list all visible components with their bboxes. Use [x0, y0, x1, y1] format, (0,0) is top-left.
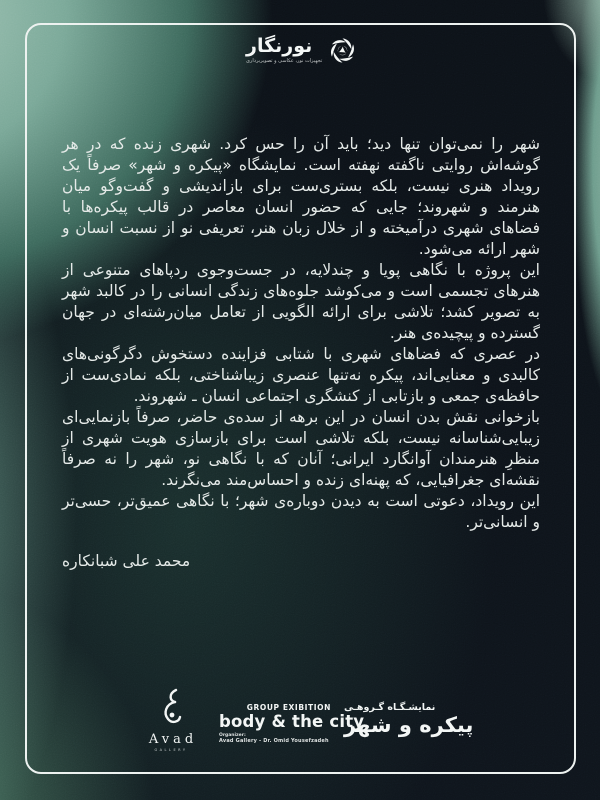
avad-subtitle: GALLERY [154, 748, 188, 752]
avad-name: Avad [148, 732, 198, 747]
organizer-label: Organizer: [219, 733, 246, 738]
brand-name: نورنگار [246, 35, 313, 57]
statement-paragraph-5: این رویداد، دعوتی است به دیدن دوباره‌ی شهر؛ با نگاهی عمیق‌تر، حسی‌تر و انسانی‌تر. [62, 492, 540, 531]
statement-paragraph-3: در عصری که فضاهای شهری با شتابی فزاینده دستخوش دگرگونی‌های کالبدی و معنایی‌اند، پیکره نه‌تنها عنصری زیباشناختی، بلکه نمادی‌ست از حافظه‌ی جمعی و بازتابی از کنشگری اجتماعی انسان ـ شهروند. [62, 345, 540, 405]
statement-text [62, 134, 540, 572]
signature: محمد علی شبانکاره [62, 552, 191, 570]
fa-exhibition-title: پیکره و شهر [344, 713, 474, 737]
brand-tagline: تجهیزات نور، عکاسی و تصویربرداری [246, 58, 323, 64]
brand-text [246, 36, 322, 64]
body-and-the-city-title: body & the city [219, 712, 365, 731]
body-and-the-city-logo [219, 688, 365, 744]
statement-paragraph-4: بازخوانی نقش بدن انسان در این برهه از سده‌ی حاضر، صرفاً بازنمایی‌ای زیبایی‌شناسانه نیست، بلکه تلاشی است برای بازسازی هویت شهری از منظرِ هنرمندان آوانگارد ایرانی؛ آنان که با نگاهی نو، شهر را نه صرفاً نقشه‌ای جغرافیایی، که پهنه‌ای زنده و احساس‌مند می‌نگرند. [62, 408, 540, 489]
footer-logos [0, 688, 600, 752]
fa-group-exhibition-kicker: نمایشـگـاه گـروهـی [344, 702, 436, 713]
group-exhibition-kicker: GROUP EXIBITION [246, 703, 331, 712]
avad-gallery-logo [136, 688, 206, 752]
noornegar-swirl-icon [329, 37, 356, 64]
noornegar-logo [246, 36, 356, 64]
peykareh-va-shahr-logo [344, 688, 474, 737]
statement-paragraph-2: این پروژه با نگاهی پویا و چندلایه، در جست‌وجوی ردپاهای متنوعی از هنرهای تجسمی است و می‌کوشد جلوه‌های زندگی انسانی را در کالبد شهر به تصویر کشد؛ تلاشی برای ارائه الگویی از تعامل میان‌رشته‌ای در جهان گسترده و پیچیده‌ی هنر. [62, 261, 540, 342]
avad-calligraphy-icon [156, 688, 186, 730]
statement-paragraph-1: شهر را نمی‌توان تنها دید؛ باید آن را حس کرد. شهری زنده که در هر گوشه‌اش روایتی ناگفته نهفته است. نمایشگاه «پیکره و شهر» صرفاً یک رویداد هنری نیست، بلکه بستری‌ست برای بازاندیشی و گفت‌وگو میان هنرمند و شهروند؛ جایی که حضور انسان معاصر در قالب پیکره‌ها با فضاهای شهری درآمیخته و از خلال زبان هنر، تعریفی نو از نسبت انسان و شهر ارائه می‌شود. [62, 135, 540, 258]
organizer-name: Avad Gallery - Dr. Omid Yousefzadeh [219, 738, 329, 744]
